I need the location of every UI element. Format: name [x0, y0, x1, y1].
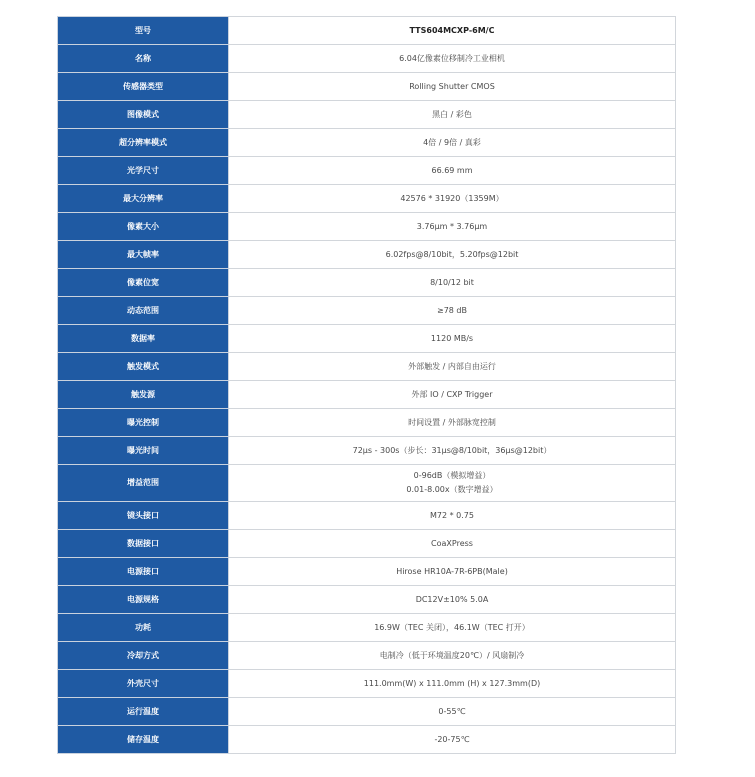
spec-value — [229, 185, 676, 213]
spec-row — [58, 642, 676, 670]
spec-label: 外壳尺寸 — [58, 670, 229, 698]
spec-label: 光学尺寸 — [58, 157, 229, 185]
spec-value-line: 0-55℃ — [438, 706, 466, 716]
spec-label: 型号 — [58, 17, 229, 45]
spec-value — [229, 269, 676, 297]
spec-value — [229, 465, 676, 502]
spec-row — [58, 297, 676, 325]
spec-value-line: 111.0mm(W) x 111.0mm (H) x 127.3mm(D) — [363, 678, 541, 688]
spec-value-line: 8/10/12 bit — [430, 277, 474, 287]
spec-value-line: 0-96dB（模拟增益） — [413, 471, 491, 480]
spec-row — [58, 586, 676, 614]
spec-value-line: Rolling Shutter CMOS — [409, 81, 495, 91]
spec-row — [58, 502, 676, 530]
spec-label: 数据率 — [58, 325, 229, 353]
spec-value — [229, 353, 676, 381]
spec-value-line: 1120 MB/s — [430, 333, 474, 343]
spec-value-line: CoaXPress — [431, 538, 473, 548]
spec-label: 传感器类型 — [58, 73, 229, 101]
spec-row — [58, 353, 676, 381]
spec-value — [229, 698, 676, 726]
spec-label: 最大帧率 — [58, 241, 229, 269]
spec-value — [229, 502, 676, 530]
spec-row — [58, 101, 676, 129]
spec-row — [58, 614, 676, 642]
spec-value — [229, 213, 676, 241]
spec-row — [58, 726, 676, 754]
spec-value-line: 6.04亿像素位移制冷工业相机 — [399, 53, 505, 63]
spec-value-line: -20-75℃ — [434, 734, 470, 744]
spec-row — [58, 157, 676, 185]
spec-value — [229, 17, 676, 45]
spec-label: 曝光时间 — [58, 437, 229, 465]
spec-row — [58, 698, 676, 726]
spec-row — [58, 129, 676, 157]
spec-row — [58, 185, 676, 213]
spec-table — [57, 16, 676, 754]
spec-value-line: 66.69 mm — [431, 165, 473, 175]
spec-label: 图像模式 — [58, 101, 229, 129]
spec-value — [229, 381, 676, 409]
spec-row — [58, 670, 676, 698]
spec-value-line: 6.02fps@8/10bit，5.20fps@12bit — [385, 249, 519, 259]
spec-label: 像素位宽 — [58, 269, 229, 297]
spec-label: 储存温度 — [58, 726, 229, 754]
spec-value-line: Hirose HR10A-7R-6PB(Male) — [396, 566, 508, 576]
spec-value — [229, 45, 676, 73]
spec-value-line: 外部 IO / CXP Trigger — [411, 389, 493, 399]
spec-value-line: M72 * 0.75 — [430, 510, 474, 520]
spec-value — [229, 586, 676, 614]
spec-value-line: 42576 * 31920（1359M） — [400, 193, 504, 203]
spec-value — [229, 558, 676, 586]
spec-label: 触发源 — [58, 381, 229, 409]
spec-value — [229, 437, 676, 465]
spec-table-body — [58, 17, 676, 754]
spec-row — [58, 558, 676, 586]
spec-label: 超分辨率模式 — [58, 129, 229, 157]
spec-value-line: 4倍 / 9倍 / 真彩 — [423, 137, 481, 147]
spec-value — [229, 670, 676, 698]
spec-value — [229, 297, 676, 325]
spec-value-line: 电制冷（低于环境温度20℃）/ 风扇制冷 — [379, 650, 525, 660]
spec-row — [58, 73, 676, 101]
spec-value-line: 3.76μm * 3.76μm — [416, 221, 488, 231]
spec-row — [58, 409, 676, 437]
spec-value-line: 外部触发 / 内部自由运行 — [408, 361, 496, 371]
spec-label: 名称 — [58, 45, 229, 73]
spec-row — [58, 45, 676, 73]
spec-value-line: 0.01-8.00x（数字增益） — [406, 485, 498, 494]
spec-value-line: 黑白 / 彩色 — [432, 109, 472, 119]
spec-row — [58, 269, 676, 297]
spec-label: 运行温度 — [58, 698, 229, 726]
spec-label: 触发模式 — [58, 353, 229, 381]
spec-label: 增益范围 — [58, 465, 229, 502]
spec-label: 动态范围 — [58, 297, 229, 325]
spec-value — [229, 101, 676, 129]
spec-label: 像素大小 — [58, 213, 229, 241]
spec-value — [229, 325, 676, 353]
spec-value-line: 16.9W（TEC 关闭），46.1W（TEC 打开） — [374, 622, 530, 632]
spec-label: 曝光控制 — [58, 409, 229, 437]
spec-value — [229, 157, 676, 185]
spec-value — [229, 614, 676, 642]
spec-value — [229, 241, 676, 269]
spec-value — [229, 129, 676, 157]
spec-row — [58, 437, 676, 465]
spec-row — [58, 213, 676, 241]
spec-label: 冷却方式 — [58, 642, 229, 670]
spec-value — [229, 642, 676, 670]
spec-label: 数据接口 — [58, 530, 229, 558]
spec-label: 最大分辨率 — [58, 185, 229, 213]
spec-value — [229, 409, 676, 437]
spec-row — [58, 465, 676, 502]
spec-label: 功耗 — [58, 614, 229, 642]
spec-label: 电源接口 — [58, 558, 229, 586]
spec-value — [229, 73, 676, 101]
spec-value — [229, 530, 676, 558]
spec-value-line: TTS604MCXP-6M/C — [409, 25, 495, 35]
spec-value-line: ≥78 dB — [437, 305, 467, 315]
spec-row — [58, 325, 676, 353]
spec-row — [58, 17, 676, 45]
spec-value-line: 时间设置 / 外部脉宽控制 — [408, 417, 496, 427]
spec-row — [58, 530, 676, 558]
spec-value-line: DC12V±10% 5.0A — [415, 594, 489, 604]
spec-value-line: 72μs - 300s（步长：31μs@8/10bit，36μs@12bit） — [352, 445, 552, 455]
spec-row — [58, 241, 676, 269]
spec-label: 电源规格 — [58, 586, 229, 614]
spec-row — [58, 381, 676, 409]
spec-label: 镜头接口 — [58, 502, 229, 530]
spec-value — [229, 726, 676, 754]
